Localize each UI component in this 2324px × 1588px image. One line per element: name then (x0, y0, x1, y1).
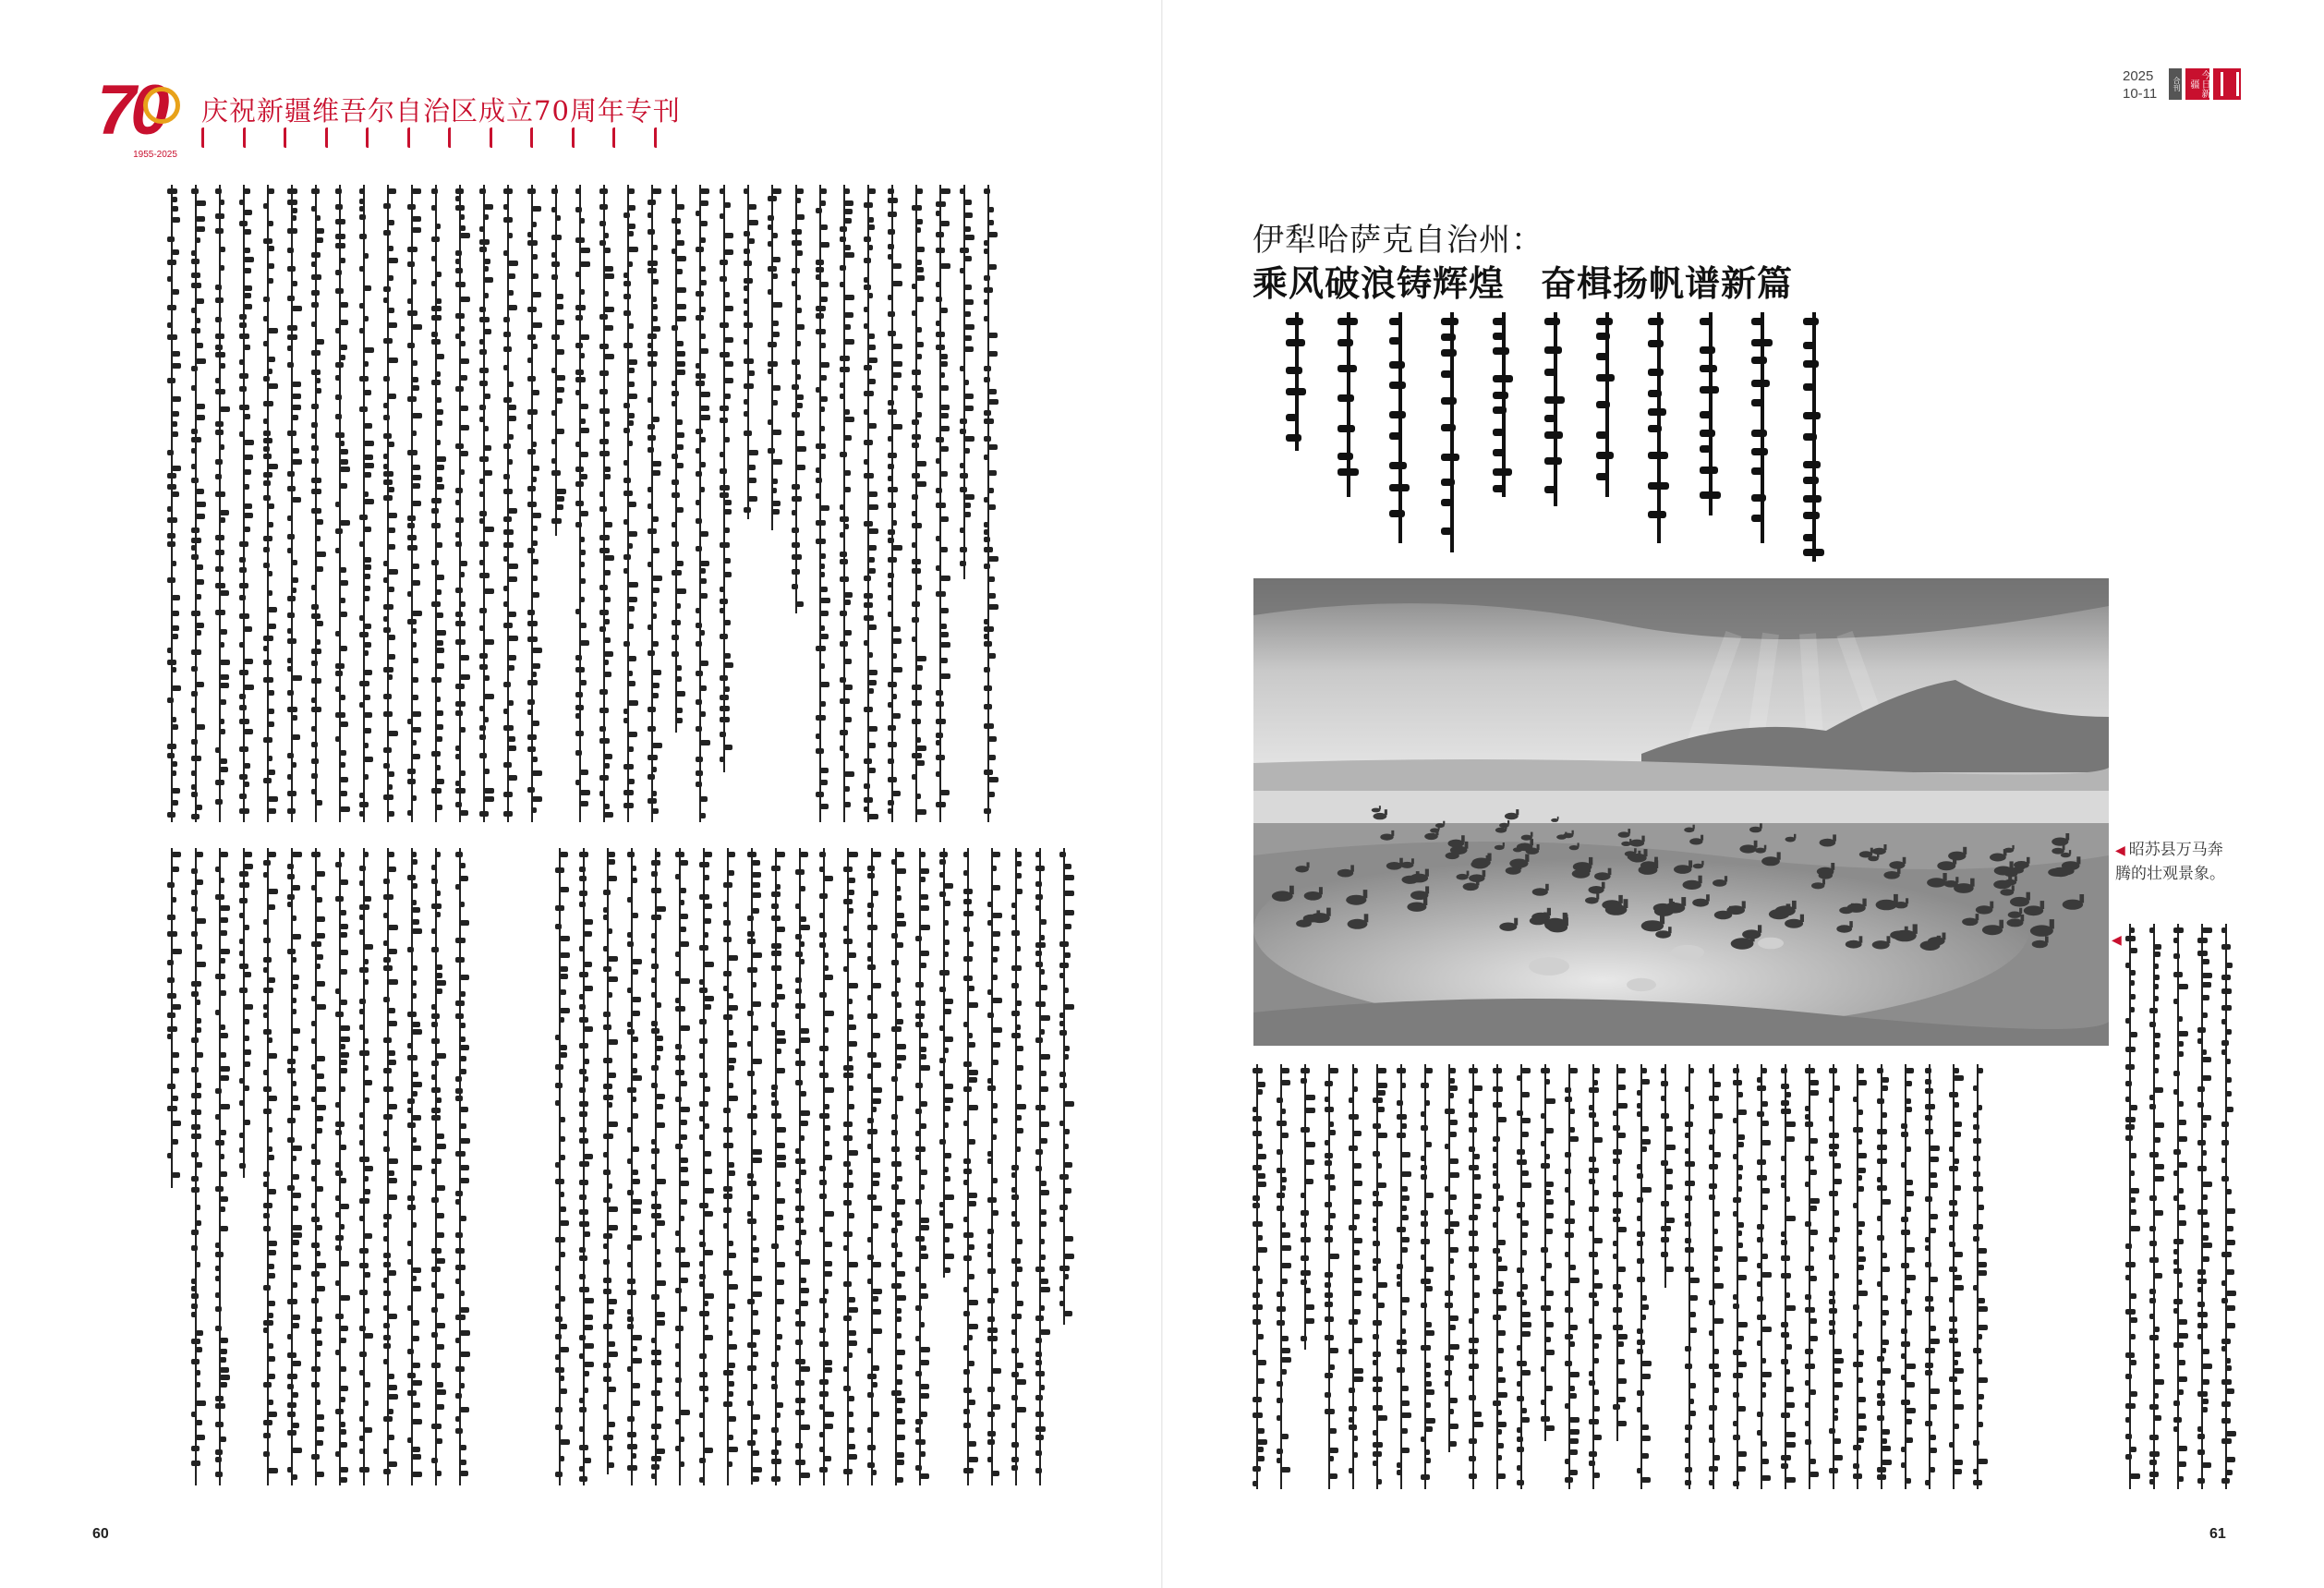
mongolian-text-column (1972, 1064, 1985, 1489)
title-mongolian-column (1749, 312, 1775, 543)
mongolian-text-column (1035, 848, 1047, 1485)
mongolian-text-column (866, 848, 879, 1485)
horse-head (1758, 925, 1761, 933)
horse-head (1531, 832, 1533, 837)
title-mongolian-column (1284, 312, 1310, 451)
mongolian-text-column (2197, 924, 2209, 1489)
horse-silhouette (1627, 978, 1656, 991)
horse-head (2027, 892, 2030, 901)
horse-head (2040, 901, 2045, 909)
mongolian-text-column (791, 185, 804, 613)
horse-head (1608, 868, 1612, 875)
horse-head (1654, 860, 1658, 868)
mongolian-text-column (863, 185, 876, 822)
page-gutter (1161, 0, 1163, 1588)
logo-years: 1955-2025 (133, 150, 177, 160)
horse-head (2027, 857, 2030, 864)
issue-tag-combined: 合刊 (2169, 68, 2182, 100)
mongolian-text-column (1852, 1064, 1865, 1489)
horse-head (1519, 863, 1522, 869)
horse-head (1887, 936, 1891, 943)
mongolian-text-column (698, 848, 711, 1485)
horses-photo (1253, 578, 2109, 1046)
mongolian-text-column (262, 185, 275, 822)
issue-number: 10-11 (2123, 86, 2158, 102)
mongolian-text-column (650, 848, 663, 1485)
horse-head (1903, 857, 1906, 864)
mongolian-text-column (959, 185, 972, 579)
horse-head (1943, 933, 1946, 940)
horse-head (2010, 861, 2014, 868)
mongolian-text-column (1732, 1064, 1745, 1489)
mongolian-text-column (454, 185, 467, 822)
horse-silhouette (1671, 945, 1704, 960)
mongolian-text-column (262, 848, 275, 1485)
horse-head (1638, 851, 1640, 856)
horse-head (1461, 835, 1465, 842)
horse-head (1425, 869, 1429, 877)
mongolian-text-column (382, 185, 395, 822)
mongolian-text-column (962, 848, 975, 1485)
horse-head (1764, 845, 1767, 850)
mongolian-text-column (1804, 1064, 1817, 1489)
horse-head (1906, 898, 1908, 903)
horse-head (1425, 886, 1429, 893)
mongolian-text-column (286, 185, 299, 822)
title-mongolian-column (1491, 312, 1517, 497)
right-lower-text-block (1252, 1064, 1991, 1489)
horse-head (1689, 860, 1692, 867)
horse-head (1385, 809, 1387, 815)
mongolian-text-column (1588, 1064, 1601, 1489)
horse-head (1525, 855, 1529, 862)
mongolian-text-column (671, 185, 684, 733)
title-mongolian-column (1646, 312, 1672, 543)
left-upper-text-block (166, 185, 1016, 822)
mongolian-text-column (935, 185, 948, 822)
mongolian-text-column (1708, 1064, 1721, 1489)
issue-tag-magazine: 今日新疆 (2185, 68, 2209, 100)
mongolian-text-column (911, 185, 924, 822)
mongolian-text-column (2124, 924, 2137, 1489)
horse-head (1913, 924, 1918, 934)
horse-head (1699, 876, 1702, 884)
horse-head (1438, 826, 1440, 830)
horse-head (1503, 842, 1505, 847)
horse-head (1483, 870, 1486, 877)
mongolian-text-column (986, 848, 999, 1485)
mongolian-text-column (599, 185, 611, 822)
issue-badge (2123, 68, 2243, 103)
horse-head (1937, 936, 1942, 944)
mongolian-text-column (746, 848, 759, 1485)
horse-head (1999, 920, 2003, 928)
horse-head (1830, 868, 1833, 874)
horse-head (1725, 876, 1727, 881)
mongolian-text-column (839, 185, 852, 822)
horse-head (1849, 921, 1853, 927)
mongolian-text-column (578, 848, 591, 1485)
title-mongolian-column (1336, 312, 1362, 497)
title-mongolian-column (1439, 312, 1465, 552)
mongolian-text-column (286, 848, 299, 1485)
mongolian-text-column (1372, 1064, 1385, 1489)
horse-head (2069, 850, 2071, 855)
mongolian-text-column (695, 185, 708, 822)
mongolian-text-column (1420, 1064, 1433, 1489)
horse-head (1644, 849, 1648, 856)
horse-head (1833, 834, 1836, 841)
horse-head (1543, 913, 1547, 920)
header-title: 庆祝新疆维吾尔自治区成立70周年专刊 (201, 95, 681, 127)
mongolian-text-column (551, 185, 563, 536)
article-title: 乘风破浪铸辉煌 奋楫扬帆谱新篇 (1253, 263, 1794, 304)
mongolian-text-column (1396, 1064, 1409, 1489)
horse-head (1742, 901, 1746, 908)
mongolian-text-column (674, 848, 687, 1485)
mongolian-text-column (1900, 1064, 1913, 1489)
horse-head (2012, 845, 2014, 850)
mongolian-text-column (1660, 1064, 1673, 1288)
horse-head (1792, 901, 1797, 909)
horse-head (1316, 910, 1320, 916)
mongolian-text-column (166, 848, 179, 1188)
horse-head (1963, 847, 1967, 855)
horse-head (2022, 864, 2025, 869)
mongolian-text-column (1948, 1064, 1961, 1489)
mongolian-text-column (842, 848, 855, 1485)
mongolian-text-column (1011, 848, 1023, 1485)
mongolian-text-column (938, 848, 951, 1278)
horse-head (1307, 862, 1310, 867)
mongolian-text-column (623, 185, 635, 822)
mongolian-text-column (166, 185, 179, 822)
left-lower-text-block-1 (166, 848, 480, 1485)
mongolian-text-column (647, 185, 660, 822)
horse-head (1897, 867, 1901, 874)
mongolian-text-column (430, 185, 443, 822)
horse-head (1641, 836, 1644, 842)
horse-head (2019, 908, 2022, 914)
mongolian-text-column (478, 185, 491, 822)
horse-head (1467, 871, 1470, 877)
mongolian-text-column (1564, 1064, 1577, 1489)
horse-head (1547, 908, 1551, 915)
mongolian-text-column (310, 848, 323, 1485)
mongolian-text-column (1348, 1064, 1361, 1489)
horse-head (1465, 842, 1469, 849)
mongolian-text-column (1300, 1064, 1313, 1350)
mongolian-text-column (770, 848, 783, 1485)
page-number-left: 60 (92, 1526, 109, 1542)
mongolian-text-column (1780, 1064, 1793, 1489)
horse-head (2065, 833, 2069, 841)
mongolian-text-column (887, 185, 900, 822)
horse-silhouette (1758, 938, 1784, 950)
horse-head (1596, 894, 1599, 900)
mongolian-text-column (1059, 848, 1071, 1325)
horse-head (1289, 886, 1294, 895)
horse-head (1530, 839, 1533, 845)
horse-head (1800, 915, 1804, 922)
horse-head (1391, 830, 1394, 836)
horse-head (1754, 841, 1758, 848)
mongolian-text-column (1828, 1064, 1841, 1489)
mongolian-text-column (626, 848, 639, 1485)
logo-number: 70 (97, 71, 164, 150)
horse-head (1870, 848, 1873, 854)
horse-head (2076, 856, 2080, 864)
horse-head (1794, 834, 1796, 839)
title-mongolian-column (1543, 312, 1568, 506)
mongolian-text-column (743, 185, 756, 519)
mongolian-text-column (2173, 924, 2185, 1489)
horse-head (1628, 829, 1630, 833)
horse-head (1851, 903, 1854, 909)
horse-head (1326, 908, 1331, 916)
horse-head (1777, 852, 1781, 859)
header-mongolian-title (201, 127, 668, 150)
horse-head (2015, 876, 2017, 881)
mongolian-text-column (1756, 1064, 1769, 1489)
horse-head (1701, 861, 1703, 866)
mongolian-text-column (238, 185, 251, 822)
caption-triangle-icon: ◀ (2112, 933, 2122, 948)
horse-head (1706, 894, 1710, 901)
mongolian-text-column (214, 848, 227, 1485)
horse-head (1589, 857, 1592, 866)
mongolian-text-column (602, 848, 615, 1474)
horse-head (1557, 817, 1559, 819)
mongolian-text-column (983, 185, 996, 822)
page-number-right: 61 (2209, 1526, 2226, 1542)
logo-ring (143, 87, 180, 124)
anniversary-logo (97, 71, 199, 160)
horse-head (1578, 842, 1580, 846)
mongolian-text-column (554, 848, 567, 1485)
mongolian-text-column (2148, 924, 2161, 1489)
mongolian-text-column (430, 848, 443, 1485)
mongolian-text-column (1324, 1064, 1337, 1489)
mongolian-text-column (502, 185, 515, 822)
title-mongolian-column (1594, 312, 1620, 497)
horse-head (1970, 879, 1975, 887)
horse-head (1862, 899, 1866, 907)
mongolian-text-column (358, 185, 371, 822)
mongolian-text-column (1540, 1064, 1553, 1441)
mongolian-text-column (1444, 1064, 1457, 1452)
horse-head (1894, 894, 1898, 903)
horse-head (1943, 873, 1946, 881)
horse-head (1693, 825, 1695, 830)
horse-head (1516, 809, 1519, 815)
horse-head (1423, 897, 1427, 905)
mongolian-text-column (358, 848, 371, 1485)
mongolian-text-column (1468, 1064, 1481, 1489)
horse-head (2045, 937, 2049, 943)
mongolian-text-column (454, 848, 467, 1485)
horse-head (1565, 832, 1567, 837)
horse-head (2050, 919, 2054, 928)
mongolian-text-column (406, 848, 419, 1485)
right-side-text-block (2124, 924, 2254, 1489)
mongolian-text-column (818, 848, 831, 1485)
horse-head (1905, 927, 1908, 934)
horse-head (1379, 806, 1381, 809)
mongolian-text-column (722, 848, 735, 1485)
horse-head (1760, 823, 1762, 829)
horse-head (2079, 894, 2084, 903)
horse-head (2012, 885, 2015, 891)
mongolian-text-column (2221, 924, 2233, 1489)
horse-head (1883, 844, 1886, 850)
horse-head (1701, 835, 1703, 841)
caption-triangle-icon: ◀ (2115, 843, 2125, 858)
horse-head (1877, 854, 1879, 858)
horse-head (1486, 855, 1490, 863)
mongolian-text-column (382, 848, 395, 1485)
mongolian-text-column (815, 185, 828, 822)
article-subtitle: 伊犁哈萨克自治州： (1253, 222, 1543, 259)
mongolian-text-column (190, 848, 203, 1485)
horse-head (2072, 863, 2076, 869)
mongolian-text-column (914, 848, 927, 1485)
horse-head (1822, 879, 1825, 885)
horse-head (1319, 887, 1323, 894)
horse-head (1681, 897, 1686, 906)
horse-head (1443, 821, 1445, 825)
article-title-mongolian (1265, 312, 1838, 562)
horse-head (1602, 882, 1605, 889)
horse-head (1668, 927, 1672, 933)
horse-head (1363, 890, 1368, 898)
title-mongolian-column (1387, 312, 1413, 543)
left-lower-text-block-2 (554, 848, 1090, 1485)
horse-head (1976, 914, 1979, 920)
mongolian-text-column (767, 185, 780, 530)
horse-head (2021, 915, 2025, 922)
horse-head (1953, 856, 1956, 864)
title-mongolian-column (1801, 312, 1827, 562)
mongolian-text-column (1684, 1064, 1697, 1489)
mongolian-text-column (890, 848, 903, 1485)
issue-tag-mongolian (2213, 68, 2241, 100)
horse-head (1563, 913, 1567, 922)
horse-head (1859, 936, 1863, 942)
horse-silhouette (1529, 957, 1569, 976)
horse-head (1955, 877, 1958, 882)
mongolian-text-column (719, 185, 732, 772)
horse-head (1618, 895, 1623, 903)
mongolian-text-column (1516, 1064, 1529, 1489)
horse-head (2003, 849, 2007, 855)
horse-head (1660, 915, 1664, 924)
mongolian-text-column (527, 185, 539, 822)
mongolian-text-column (406, 185, 419, 822)
horse-head (1634, 848, 1637, 853)
mongolian-text-column (238, 848, 251, 1178)
horse-head (1587, 865, 1591, 872)
horse-head (1514, 918, 1518, 926)
horse-head (1411, 858, 1414, 864)
horse-head (1537, 844, 1540, 850)
mongolian-text-column (575, 185, 587, 822)
mongolian-text-column (1612, 1064, 1625, 1441)
photo-caption-text: 昭苏县万马奔腾的壮观景象。 (2115, 841, 2225, 883)
mongolian-text-column (1876, 1064, 1889, 1489)
title-mongolian-column (1698, 312, 1724, 515)
mongolian-text-column (1252, 1064, 1265, 1489)
photo-caption (2115, 839, 2235, 886)
horse-head (1350, 865, 1354, 871)
horse-head (1545, 884, 1549, 891)
horse-head (1364, 914, 1369, 922)
horse-head (1624, 899, 1628, 908)
horse-head (1435, 830, 1438, 835)
mongolian-text-column (1636, 1064, 1649, 1489)
mongolian-text-column (334, 185, 347, 822)
mongolian-text-column (1276, 1064, 1289, 1489)
mongolian-text-column (334, 848, 347, 1485)
horse-head (1399, 858, 1403, 865)
mongolian-text-column (794, 848, 807, 1485)
mongolian-text-column (1492, 1064, 1505, 1489)
issue-year: 2025 (2123, 68, 2154, 84)
mongolian-text-column (190, 185, 203, 822)
horse-head (1990, 902, 1993, 909)
mongolian-text-column (214, 185, 227, 822)
mongolian-text-column (310, 185, 323, 822)
mongolian-text-column (1924, 1064, 1937, 1489)
horse-head (2063, 844, 2065, 850)
horse-head (1572, 830, 1574, 835)
horse-head (1507, 820, 1509, 825)
